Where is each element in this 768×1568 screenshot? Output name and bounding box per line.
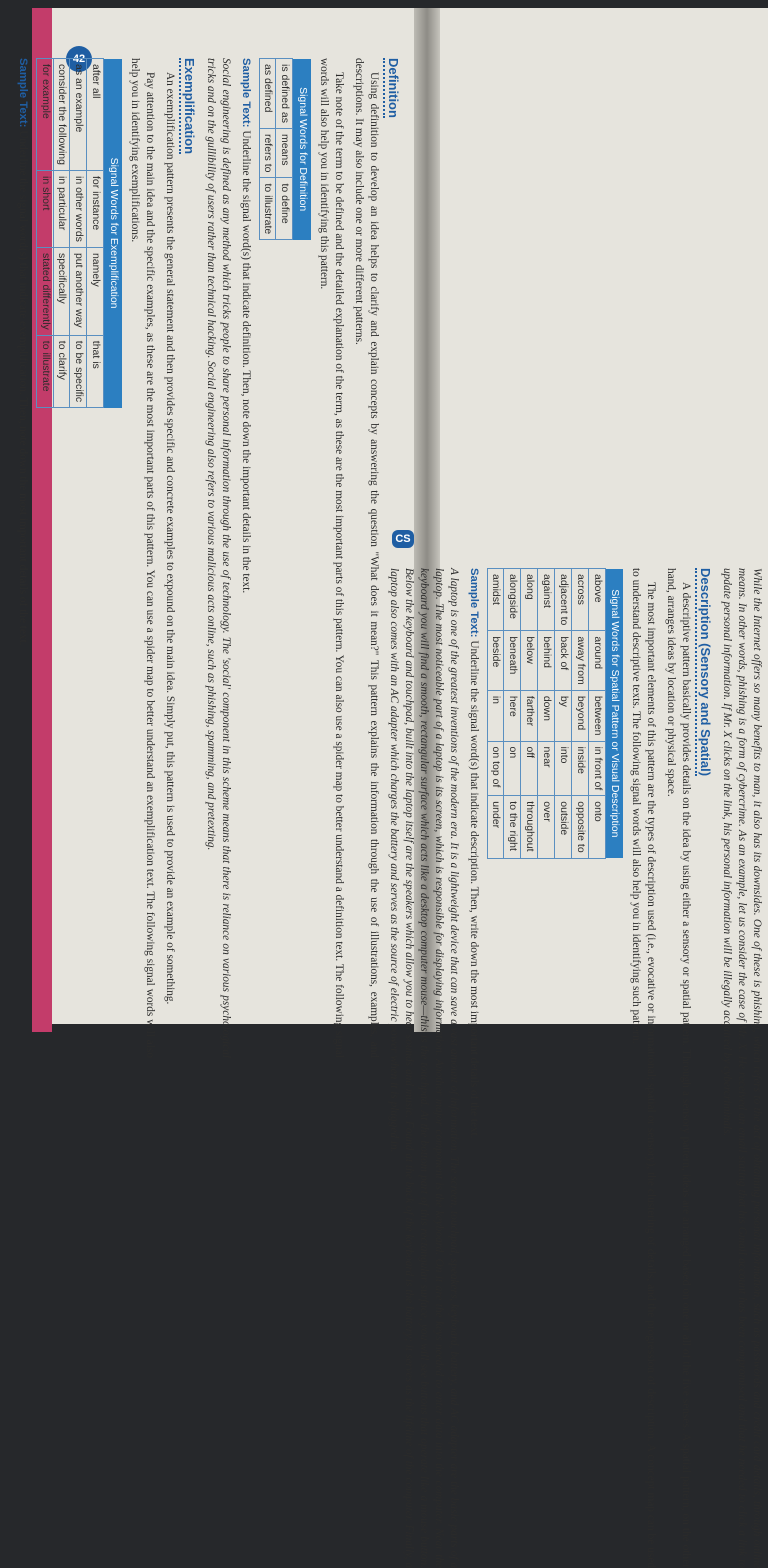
definition-table-title: Signal Words for Definition: [293, 59, 311, 240]
spatial-signal-cell: around: [588, 631, 605, 690]
spatial-signal-cell: down: [538, 690, 555, 741]
spatial-signal-cell: between: [588, 690, 605, 741]
spatial-signal-cell: here: [504, 690, 521, 741]
exemplification-signal-cell: stated differently: [36, 247, 53, 335]
definition-sample-instruction: Sample Text: Underline the signal word(s) that indicate definition. Then, note down the important details in the text.: [239, 58, 252, 594]
definition-signal-cell: refers to: [259, 128, 276, 178]
spatial-signal-cell: onto: [588, 796, 605, 858]
laptop-sample-text: A laptop is one of the greatest inventions of the modern era. It is a lightweight device that can save a vast amount of information. The screen, touchpad, speakers, keyboard, battery, and AC adapter are the basic parts of a laptop. The most noticeable part of a laptop is its screen, which is responsible for displaying information. Another major component is the keyboard. On it are the keys needed to enter data into the computer. Near the keyboard you will find a smooth, rectangular surface which acts like a desktop computer mouse—this is the touchpad. At the bottom part of this rectangular surface, you will see buttons that operate like a mouse button. Below the keyboard and touchpad, built into the laptop itself are the speakers which allow you to hear sounds and music. Found at the back of the keyboard is the battery; it serves as the lifeline of the computer. Finally, a laptop also comes with an AC adapter which charges the battery and serves as the source of electric power when it is plugged in.: [388, 568, 460, 1568]
spatial-signal-cell: outside: [555, 796, 572, 858]
definition-heading: Definition: [383, 58, 402, 118]
definition-signal-cell: means: [276, 128, 293, 178]
description-paragraph-1: A descriptive pattern basically provides details on the idea by using either a sensory or spatial pattern. Through a sensory pattern, ideas are arranged based on one or all of the five senses. A spatial pattern, on the other hand, arranges ideas by location or physical space.: [665, 568, 693, 1568]
spatial-signal-cell: under: [487, 796, 504, 858]
right-page-content: [388, 568, 764, 1568]
exemplification-signal-cell: put another way: [70, 247, 87, 335]
exemplification-signal-cell: to illustrate: [36, 335, 53, 407]
exemplification-sample-instruction: Sample Text: Underline the signal word(s) that indicate exemplification. Then, note down the most important details of the text.: [16, 58, 29, 646]
definition-sample-text: Social engineering is defined as any method which tricks people to share personal information through the use of technology. The 'social' component in this scheme means that there is reliance on various psychological tricks and on the gullibility of users rather than technical hacking. Social engineering also refers to various malicious acts online, such as phishing, spamming, and pretexting.: [204, 58, 232, 1058]
spatial-signal-cell: adjacent to: [555, 569, 572, 631]
exemplification-paragraph-2: Pay attention to the main idea and the specific examples, as these are the most important parts of this pattern. You can use a spider map to better understand an exemplification text. The following signal words will also help you in identifying exemplifications.: [128, 58, 156, 1058]
definition-signal-cell: is defined as: [276, 59, 293, 129]
description-sample-instruction: Sample Text: Underline the signal word(s) that indicate description. Then, write down the most important details of the text.: [467, 568, 480, 1139]
spatial-signal-cell: below: [521, 631, 538, 690]
spatial-signal-cell: over: [538, 796, 555, 858]
spatial-table-title: Signal Words for Spatial Pattern or Visual Description: [605, 569, 623, 859]
definition-paragraph-1: Using definition to develop an idea helps to clarify and explain concepts by answering the question "What does it mean?" This pattern explains the information through the use of illustrations, examples, and descriptions. It may also include one or more different patterns.: [352, 58, 380, 1058]
exemplification-signal-cell: for example: [36, 59, 53, 171]
spatial-signal-cell: on top of: [487, 741, 504, 796]
spatial-signal-row: [588, 569, 605, 859]
spatial-signal-cell: behind: [538, 631, 555, 690]
definition-paragraph-2: Take note of the term to be defined and the detailed explanation of the term, as these are the most important parts of this pattern. You can also use a spider map to better understand a definition text. The following signal words will also help you in identifying this pattern.: [318, 58, 346, 1058]
spatial-signal-cell: beside: [487, 631, 504, 690]
exemplification-signal-cell: that is: [87, 335, 104, 407]
spatial-signal-row: [521, 569, 538, 859]
spatial-signal-cell: back of: [555, 631, 572, 690]
spatial-signal-cell: into: [555, 741, 572, 796]
spatial-signal-cell: along: [521, 569, 538, 631]
spatial-signal-cell: amidst: [487, 569, 504, 631]
spatial-signal-cell: farther: [521, 690, 538, 741]
spatial-signal-cell: inside: [571, 741, 588, 796]
definition-signal-cell: as defined: [259, 59, 276, 129]
spatial-signal-cell: opposite to: [571, 796, 588, 858]
exemplification-table-title: Signal Words for Exemplification: [104, 59, 122, 408]
left-page-content: [16, 58, 402, 1058]
exemplification-signal-cell: to be specific: [70, 335, 87, 407]
exemplification-signal-cell: namely: [87, 247, 104, 335]
exemplification-signal-cell: in short: [36, 170, 53, 247]
exemplification-paragraph-1: An exemplification pattern presents the general statement and then provides specific and concrete examples to expound on the main idea. Simply put, this pattern is used to provide an example of something.: [163, 72, 176, 1005]
exemplification-signal-cell: for instance: [87, 170, 104, 247]
spatial-signal-table: [487, 568, 624, 859]
spatial-signal-cell: throughout: [521, 796, 538, 858]
spatial-signal-row: [571, 569, 588, 859]
definition-signal-cell: to illustrate: [259, 178, 276, 240]
definition-signal-row: [259, 59, 276, 240]
spatial-signal-cell: off: [521, 741, 538, 796]
exemplification-signal-cell: in other words: [70, 170, 87, 247]
spatial-signal-cell: beneath: [504, 631, 521, 690]
exemplification-signal-cell: to clarify: [53, 335, 70, 407]
spatial-signal-row: [504, 569, 521, 859]
exemplification-signal-table: [36, 58, 122, 408]
description-paragraph-2: The most important elements of this pattern are the types of description used (i.e., evocative or informational; spatial or sensory), the clustering of details, and the progression of description. A concept map can be used to understand descriptive texts. The following signal words will also help you in identifying such pattern.: [630, 568, 658, 1568]
spatial-signal-cell: against: [538, 569, 555, 631]
spatial-signal-cell: to the right: [504, 796, 521, 858]
definition-signal-table: [259, 58, 312, 240]
spatial-signal-cell: across: [571, 569, 588, 631]
exemplification-signal-row: [36, 59, 53, 408]
cs-badge: CS: [392, 530, 414, 548]
book-page: [16, 8, 768, 1568]
definition-signal-row: [276, 59, 293, 240]
exemplification-signal-row: [70, 59, 87, 408]
exemplification-signal-cell: consider the following: [53, 59, 70, 171]
phishing-sample-text: While the Internet offers so many benefits to man, it also has its downsides. One of these is phishing, which refers to the act of obtaining personal information, such as passwords and credit card details, through online means. In other words, phishing is a form of cybercrime. As an example, let us consider the case of Mr. X. He received an email stating that his Gmail account has been compromised and that he needed to click a link to update personal information. If Mr. X clicks on the link, his personal information will be illegally acquired by cybercriminals.: [721, 568, 763, 1568]
exemplification-heading: Exemplification: [179, 58, 198, 154]
exemplification-signal-cell: specifically: [53, 247, 70, 335]
spatial-signal-cell: in: [487, 690, 504, 741]
definition-signal-cell: to define: [276, 178, 293, 240]
page-number: 42: [66, 46, 92, 72]
exemplification-signal-cell: in particular: [53, 170, 70, 247]
description-heading: Description (Sensory and Spatial): [695, 568, 714, 776]
spatial-signal-cell: near: [538, 741, 555, 796]
spatial-signal-cell: above: [588, 569, 605, 631]
spatial-signal-cell: in front of: [588, 741, 605, 796]
spatial-signal-cell: alongside: [504, 569, 521, 631]
spatial-signal-cell: away from: [571, 631, 588, 690]
spatial-signal-row: [555, 569, 572, 859]
exemplification-signal-cell: as an example: [70, 59, 87, 171]
exemplification-signal-cell: after all: [87, 59, 104, 171]
spatial-signal-cell: on: [504, 741, 521, 796]
exemplification-signal-row: [53, 59, 70, 408]
spatial-signal-row: [538, 569, 555, 859]
spatial-signal-row: [487, 569, 504, 859]
exemplification-signal-row: [87, 59, 104, 408]
spatial-signal-cell: beyond: [571, 690, 588, 741]
spatial-signal-cell: by: [555, 690, 572, 741]
